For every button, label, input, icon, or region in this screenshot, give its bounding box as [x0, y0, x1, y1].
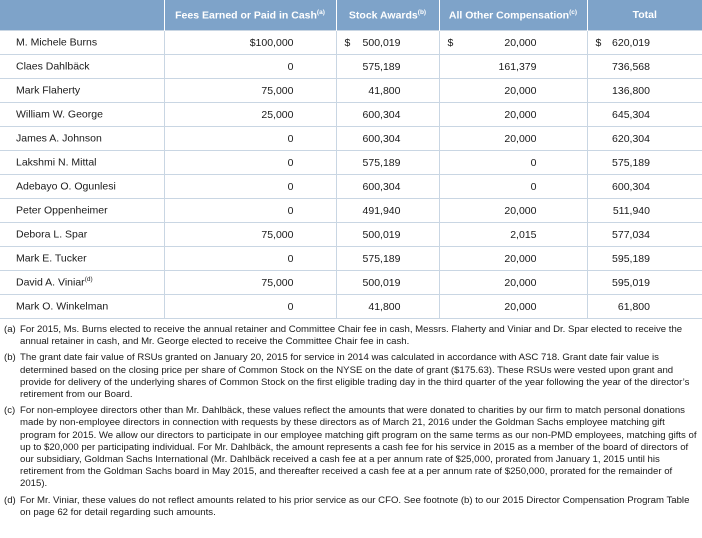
table-row	[0, 199, 702, 223]
other-comp-cell: 20,000	[439, 247, 587, 271]
stock-awards-cell: 575,189	[336, 151, 439, 175]
other-comp-cell: 2,015	[439, 223, 587, 247]
other-comp-cell: 20,000	[439, 127, 587, 151]
total-cell: $ 620,019	[587, 31, 702, 55]
director-name-cell: William W. George	[0, 103, 164, 127]
table-row	[0, 175, 702, 199]
total-cell: 136,800	[587, 79, 702, 103]
table-row	[0, 271, 702, 295]
stock-awards-cell: 491,940	[336, 199, 439, 223]
director-name-cell: Mark E. Tucker	[0, 247, 164, 271]
footnote	[4, 352, 698, 401]
stock-awards-cell: 41,800	[336, 295, 439, 319]
other-comp-cell: 0	[439, 175, 587, 199]
table-body	[0, 31, 702, 319]
other-comp-cell: 20,000	[439, 295, 587, 319]
stock-awards-cell: 600,304	[336, 103, 439, 127]
director-name-cell: Claes Dahlbäck	[0, 55, 164, 79]
total-cell: 575,189	[587, 151, 702, 175]
header-stock-awards: Stock Awards$^{(b)}$	[336, 0, 439, 31]
director-name-cell: David A. Viniar$^{(d)}$	[0, 271, 164, 295]
stock-awards-cell: $ 500,019	[336, 31, 439, 55]
footnote-text: For Mr. Viniar, these values do not reflect amounts related to his prior service as our CFO. See footnote (b) to our 2015 Director Compensation Program Table on page 62 for detail regarding such amounts.	[20, 494, 690, 518]
table-row	[0, 151, 702, 175]
other-comp-cell: 161,379	[439, 55, 587, 79]
fees-cash-cell: 0	[164, 127, 336, 151]
fees-cash-cell: 75,000	[164, 79, 336, 103]
total-cell: 511,940	[587, 199, 702, 223]
stock-awards-cell: 41,800	[336, 79, 439, 103]
total-cell: 595,189	[587, 247, 702, 271]
director-name-cell: James A. Johnson	[0, 127, 164, 151]
fees-cash-cell: 0	[164, 175, 336, 199]
table-row	[0, 127, 702, 151]
total-cell: 61,800	[587, 295, 702, 319]
total-cell: 600,304	[587, 175, 702, 199]
total-cell: 577,034	[587, 223, 702, 247]
director-name-cell: Peter Oppenheimer	[0, 199, 164, 223]
director-name-cell: M. Michele Burns	[0, 31, 164, 55]
other-comp-cell: $ 20,000	[439, 31, 587, 55]
footnotes	[4, 324, 698, 523]
fees-cash-cell: 0	[164, 55, 336, 79]
fees-cash-cell: 25,000	[164, 103, 336, 127]
director-name-cell: Lakshmi N. Mittal	[0, 151, 164, 175]
director-name-cell: Mark Flaherty	[0, 79, 164, 103]
header-name	[0, 0, 164, 31]
other-comp-cell: 0	[439, 151, 587, 175]
fees-cash-cell: $100,000	[164, 31, 336, 55]
table-row	[0, 31, 702, 55]
fees-cash-cell: 0	[164, 151, 336, 175]
fees-cash-cell: 0	[164, 199, 336, 223]
other-comp-cell: 20,000	[439, 271, 587, 295]
other-comp-cell: 20,000	[439, 79, 587, 103]
header-fees-cash: Fees Earned or Paid in Cash$^{(a)}$	[164, 0, 336, 31]
other-comp-cell: 20,000	[439, 199, 587, 223]
footnote-text: For 2015, Ms. Burns elected to receive the annual retainer and Committee Chair fee in cash, Messrs. Flaherty and Viniar and Dr. Spar elected to receive the annual retainer in cash, and Mr. George elected to receive the Committee Chair fee in cash.	[20, 324, 683, 348]
total-cell: 595,019	[587, 271, 702, 295]
footnote-mark: (b)	[4, 352, 16, 364]
director-name-cell: Mark O. Winkelman	[0, 295, 164, 319]
stock-awards-cell: 575,189	[336, 55, 439, 79]
footnote	[4, 405, 698, 490]
fees-cash-cell: 0	[164, 247, 336, 271]
stock-awards-cell: 600,304	[336, 127, 439, 151]
footnote-mark: (a)	[4, 324, 16, 335]
total-cell: 620,304	[587, 127, 702, 151]
table-row	[0, 247, 702, 271]
total-cell: 645,304	[587, 103, 702, 127]
fees-cash-cell: 75,000	[164, 223, 336, 247]
footnote	[4, 495, 698, 519]
table-row	[0, 55, 702, 79]
fees-cash-cell: 0	[164, 295, 336, 319]
header-other-comp: All Other Compensation$^{(c)}$	[439, 0, 587, 31]
table-row	[0, 223, 702, 247]
footnote-text: The grant date fair value of RSUs granted on January 20, 2015 for service in 2014 was calculated in accordance with ASC 718. Grant date fair value is determined based on the closing price per share of Common Stock on the NYSE on the date of grant ($175.63). These RSUs were vested upon grant and provide for delivery of the underlying shares of Common Stock on the first eligible trading day in the third quarter of the year following the year of the director’s retirement from our Board.	[20, 352, 690, 401]
table-row	[0, 79, 702, 103]
director-name-cell: Adebayo O. Ogunlesi	[0, 175, 164, 199]
stock-awards-cell: 600,304	[336, 175, 439, 199]
other-comp-cell: 20,000	[439, 103, 587, 127]
stock-awards-cell: 575,189	[336, 247, 439, 271]
header-total: Total	[587, 0, 702, 31]
total-cell: 736,568	[587, 55, 702, 79]
table-row	[0, 103, 702, 127]
footnote-mark: (d)	[4, 494, 16, 506]
table-row	[0, 295, 702, 319]
table-header-row	[0, 0, 702, 31]
director-name-cell: Debora L. Spar	[0, 223, 164, 247]
footnote	[4, 324, 698, 348]
fees-cash-cell: 75,000	[164, 271, 336, 295]
stock-awards-cell: 500,019	[336, 223, 439, 247]
stock-awards-cell: 500,019	[336, 271, 439, 295]
footnote-text: For non-employee directors other than Mr. Dahlbäck, these values reflect the amounts that were donated to charities by our firm to match personal donations made by non-employee directors in connection with requests by these directors as of March 21, 2016 under the Goldman Sachs employee matching gift program for 2015. We allow our directors to participate in our employee matching gift program on the same terms as our non-PMD employees, matching gifts of up to $20,000 per participating individual. For Mr. Dahlbäck, the amount represents a cash fee for his service in 2015 as a member of the board of directors of our subsidiary, Goldman Sachs International (Mr. Dahlbäck received a cash fee at a per annum rate of $25,000, prorated from January 1, 2015 until his retirement from the Goldman Sachs board in May 2015, and thereafter received a cash fee at a per annum rate of $250,000, prorated for the remainder of 2015).	[20, 405, 697, 490]
footnote-mark: (c)	[4, 405, 16, 417]
